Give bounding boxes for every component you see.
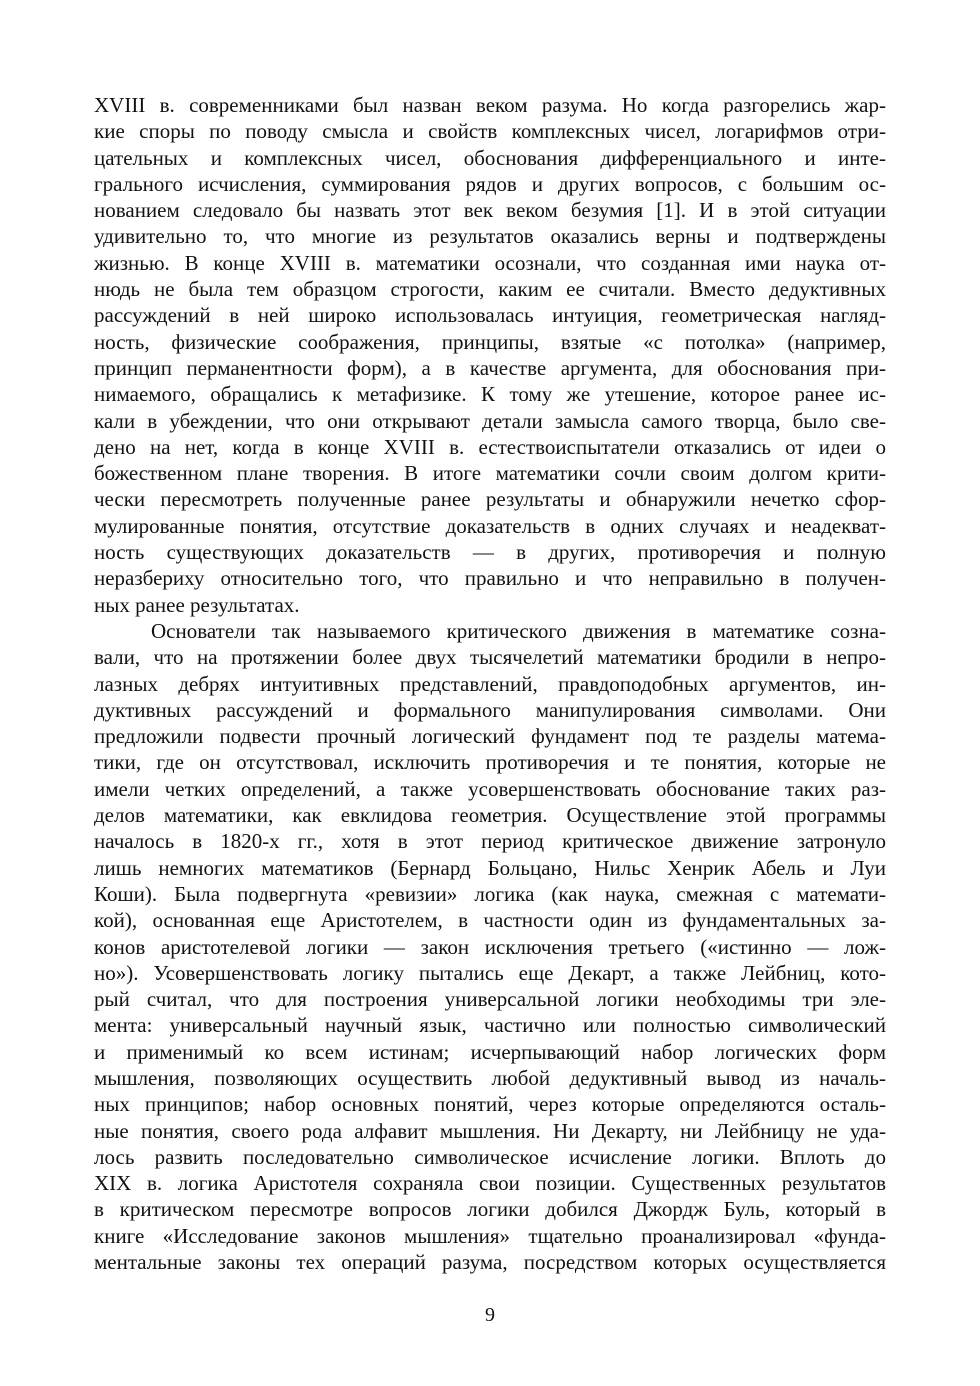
text-line: ментальные законы тех операций разума, посредством которых осуществляется (94, 1250, 886, 1275)
body-text (94, 92, 886, 1275)
text-line: ных принципов; набор основных понятий, через которые определяются осталь- (94, 1092, 886, 1117)
text-line: кали в убеждении, что они открывают детали замысла самого творца, было све- (94, 408, 886, 433)
text-line: лишь немногих математиков (Бернард Больцано, Нильс Хенрик Абель и Луи (94, 855, 886, 880)
text-line: XIX в. логика Аристотеля сохраняла свои позиции. Существенных результатов (94, 1171, 886, 1196)
text-line: книге «Исследование законов мышления» тщательно проанализировал «фунда- (94, 1223, 886, 1248)
text-line: делов математики, как евклидова геометрия. Осуществление этой программы (94, 803, 886, 828)
text-line: рассуждений в ней широко использовалась интуиция, геометрическая нагляд- (94, 303, 886, 328)
text-line: неразбериху относительно того, что правильно и что неправильно в получен- (94, 566, 886, 591)
text-line: нюдь не была тем образцом строгости, каким ее считали. Вместо дедуктивных (94, 277, 886, 302)
text-line: удивительно то, что многие из результатов оказались верны и подтверждены (94, 224, 886, 249)
text-line: началось в 1820-х гг., хотя в этот период критическое движение затронуло (94, 829, 886, 854)
text-line: мента: универсальный научный язык, частично или полностью символический (94, 1013, 886, 1038)
text-line: рый считал, что для построения универсальной логики необходимы три эле- (94, 987, 886, 1012)
text-line: мышления, позволяющих осуществить любой дедуктивный вывод из началь- (94, 1065, 886, 1090)
text-line: нованием следовало бы назвать этот век веком безумия [1]. И в этой ситуации (94, 198, 886, 223)
text-line: принцип перманентности форм), а в качестве аргумента, для обоснования при- (94, 355, 886, 380)
text-line: ные понятия, своего рода алфавит мышления. Ни Декарту, ни Лейбницу не уда- (94, 1118, 886, 1143)
text-line: XVIII в. современниками был назван веком разума. Но когда разгорелись жар- (94, 93, 886, 117)
text-line: в критическом пересмотре вопросов логики добился Джордж Буль, который в (94, 1197, 886, 1222)
text-line: дено на нет, когда в конце XVIII в. естествоиспытатели отказались от идеи о (94, 434, 886, 459)
text-line: цательных и комплексных чисел, обоснования дифференциального и инте- (94, 145, 886, 170)
paragraph-1 (94, 92, 886, 618)
text-line: Коши). Была подвергнута «ревизии» логика (как наука, смежная с математи- (94, 881, 886, 906)
text-line: тики, где он отсутствовал, исключить противоречия и те понятия, которые не (94, 750, 886, 775)
text-line: вали, что на протяжении более двух тысячелетий математики бродили в непро- (94, 645, 886, 670)
text-line: божественном плане творения. В итоге математики сочли своим долгом крити- (94, 461, 886, 486)
text-line: лазных дебрях интуитивных представлений, правдоподобных аргументов, ин- (94, 671, 886, 696)
text-line: кие споры по поводу смысла и свойств комплексных чисел, логарифмов отри- (94, 119, 886, 144)
text-line: но»). Усовершенствовать логику пытались еще Декарт, а также Лейбниц, кото- (94, 960, 886, 985)
text-line: чески пересмотреть полученные ранее результаты и обнаружили нечетко сфор- (94, 487, 886, 512)
text-line: лось развить последовательно символическое исчисление логики. Вплоть до (94, 1144, 886, 1169)
text-line: нимаемого, обращались к метафизике. К тому же утешение, которое ранее ис- (94, 382, 886, 407)
text-line: жизнью. В конце XVIII в. математики осознали, что созданная ими наука от- (94, 250, 886, 275)
text-line: ность существующих доказательств — в других, противоречия и полную (94, 540, 886, 565)
text-line: Основатели так называемого критического движения в математике созна- (151, 618, 886, 643)
text-line: и применимый ко всем истинам; исчерпывающий набор логических форм (94, 1039, 886, 1064)
text-line: предложили подвести прочный логический фундамент под те разделы матема- (94, 724, 886, 749)
page-number: 9 (485, 1304, 495, 1326)
text-line: конов аристотелевой логики — закон исключения третьего («истинно — лож- (94, 934, 886, 959)
text-line: ность, физические соображения, принципы, взятые «с потолка» (например, (94, 329, 886, 354)
paragraph-2 (94, 618, 886, 1275)
text-line: кой), основанная еще Аристотелем, в частности один из фундаментальных за- (94, 908, 886, 933)
text-line: ных ранее результатах. (94, 592, 300, 617)
text-line: мулированные понятия, отсутствие доказательств в одних случаях и неадекват- (94, 513, 886, 538)
text-line: имели четких определений, а также усовершенствовать обоснование таких раз- (94, 776, 886, 801)
text-line: дуктивных рассуждений и формального манипулирования символами. Они (94, 697, 886, 722)
text-line: грального исчисления, суммирования рядов и других вопросов, с большим ос- (94, 171, 886, 196)
